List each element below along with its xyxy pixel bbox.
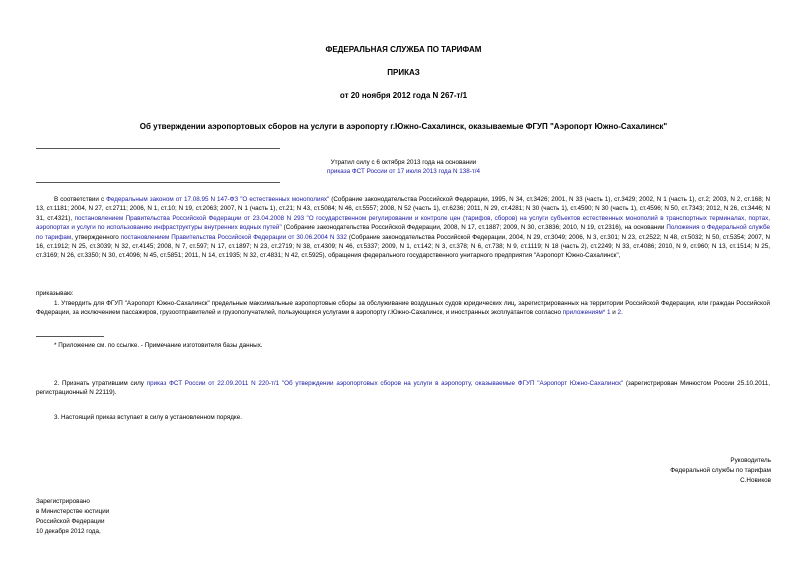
preamble-text-3: (Собрание законодательства Российской Федерации, 2008, N 17, ст.1887; 2009, N 30, ст.3836; 2010, N 19, ст.2316), на основании [281, 224, 667, 232]
footnote-rule [36, 336, 104, 337]
agency-heading: ФЕДЕРАЛЬНАЯ СЛУЖБА ПО ТАРИФАМ [325, 45, 482, 54]
divider-top [36, 148, 280, 149]
signature-name: С.Новиков [740, 477, 771, 484]
signature-position: Руководитель [730, 457, 771, 464]
registration-line-3: Российской Федерации [36, 518, 105, 525]
order-word: приказываю: [36, 290, 74, 297]
appendix-1-link[interactable]: приложениям* 1 [562, 309, 611, 317]
preamble-text-2: (Собрание законодательства Российской Федерации, 1995, N 34, ст.3426; 2001, N 33 (часть 1), ст.3429; 2002, N 1 (часть 1), ст.2; 2003, N 2, ст.168; N 13, ст.1181; 2004, N 27, ст.2711; 2006, N 1, ст.10; N 19, ст.2063; 2007, N 1 (часть 1), ст.21; N 43, ст.5084; N 46, ст.5557; 2008, N 52 (часть 1), ст.6236; 2011, N 29, ст.4281; N 30 (часть 1), ст.4590; N 30 (часть 1), ст.4596; N 50, ст.7343; 2012, N 26, ст.3446; N 31, ст.4321), [36, 196, 770, 222]
status-repeal-link[interactable]: приказа ФСТ России от 17 июля 2013 года N 138-т/4 [326, 168, 481, 175]
preamble-paragraph [36, 195, 770, 261]
registration-line-2: в Министерстве юстиции [36, 508, 110, 515]
signature-agency: Федеральной службы по тарифам [670, 467, 771, 474]
appendix-2-link[interactable]: 2 [617, 309, 622, 317]
federal-law-link[interactable]: Федеральным законом от 17.08.95 N 147-ФЗ "О естественных монополиях" [106, 196, 330, 203]
registration-line-4: 10 декабря 2012 года, [36, 528, 101, 535]
government-decree-293-link[interactable]: постановлением Правительства Российской Федерации от 23.04.2008 N 293 "О государственном регулировании и контроле цен (тарифов, сборов) на услуги субъектов естественных монополий в транспортных терминалах, портах, аэропортах и услуги по использованию инфраструктуры внутренних водных путей" [36, 214, 770, 232]
item-1-text-3: . [621, 309, 623, 317]
date-number-heading: от 20 ноября 2012 года N 267-т/1 [339, 91, 468, 100]
preamble-text-4: , утвержденного [71, 233, 121, 241]
doc-type-heading: ПРИКАЗ [387, 68, 420, 77]
repealed-order-link[interactable]: приказ ФСТ России от 22.09.2011 N 220-т/1 "Об утверждении аэропортовых сборов на услуги в аэропорту, оказываемые ФГУП "Аэропорт Южно-Сахалинск" [146, 380, 624, 387]
preamble-text-5: (Собрание законодательства Российской Федерации, 2004, N 29, ст.3049; 2006, N 3, ст.301; N 23, ст.2522; N 48, ст.5032; N 50, ст.5354; 2007, N 16, ст.1912; N 25, ст.3039; N 32, ст.4145; 2008, N 7, ст.597; N 17, ст.1897; N 23, ст.2719; N 38, ст.4309; N 46, ст.5337; 2009, N 1, ст.142; N 3, ст.378; N 6, ст.738; N 9, ст.1119; N 18 (часть 2), ст.2249; N 33, ст.4086; 2010, N 9, ст.960; N 13, ст.1514; N 25, ст.3169; N 26, ст.3350; N 30, ст.4096; N 45, ст.5851; 2011, N 14, ст.1935; N 32, ст.4831; N 42, ст.5925), обращения федерального государственного унитарного предприятия "Аэропорт Южно-Сахалинск", [36, 233, 770, 260]
item-1-text-1: 1. Утвердить для ФГУП "Аэропорт Южно-Сахалинск" предельные максимальные аэропортовые сборы за обслуживание воздушных судов юридических лиц, зарегистрированных на территории Российской Федерации, или граждан Российской Федерации, за исключением пассажиров, грузоотправителей и грузополучателей, пользующихся услугами в аэропорту г.Южно-Сахалинск, и иностранных эксплуатантов согласно [36, 300, 770, 317]
preamble-text-1: В соответствии с [54, 196, 107, 203]
fst-regulation-link[interactable]: Положения о Федеральной службе по тарифам [36, 224, 770, 241]
government-decree-332-link[interactable]: постановлением Правительства Российской Федерации от 30.06.2004 N 332 [120, 233, 347, 241]
item-1-paragraph [36, 299, 770, 318]
footnote: * Приложение см. по ссылке. - Примечание изготовителя базы данных. [54, 342, 263, 349]
divider-bottom [36, 182, 280, 183]
item-2-text-1: 2. Признать утратившим силу [54, 380, 147, 387]
status-line: Утратил силу с 6 октября 2013 года на основании [330, 159, 477, 166]
document-title: Об утверждении аэропортовых сборов на услуги в аэропорту г.Южно-Сахалинск, оказываемые ФГУП "Аэропорт Южно-Сахалинск" [139, 122, 668, 131]
item-3-paragraph: 3. Настоящий приказ вступает в силу в установленном порядке. [54, 414, 243, 421]
item-2-text-2: (зарегистрирован Минюстом России 25.10.2011, регистрационный N 22119). [36, 380, 770, 397]
item-2-paragraph [36, 379, 770, 398]
registration-line-1: Зарегистрировано [36, 498, 90, 505]
item-1-text-2: и [610, 309, 618, 317]
